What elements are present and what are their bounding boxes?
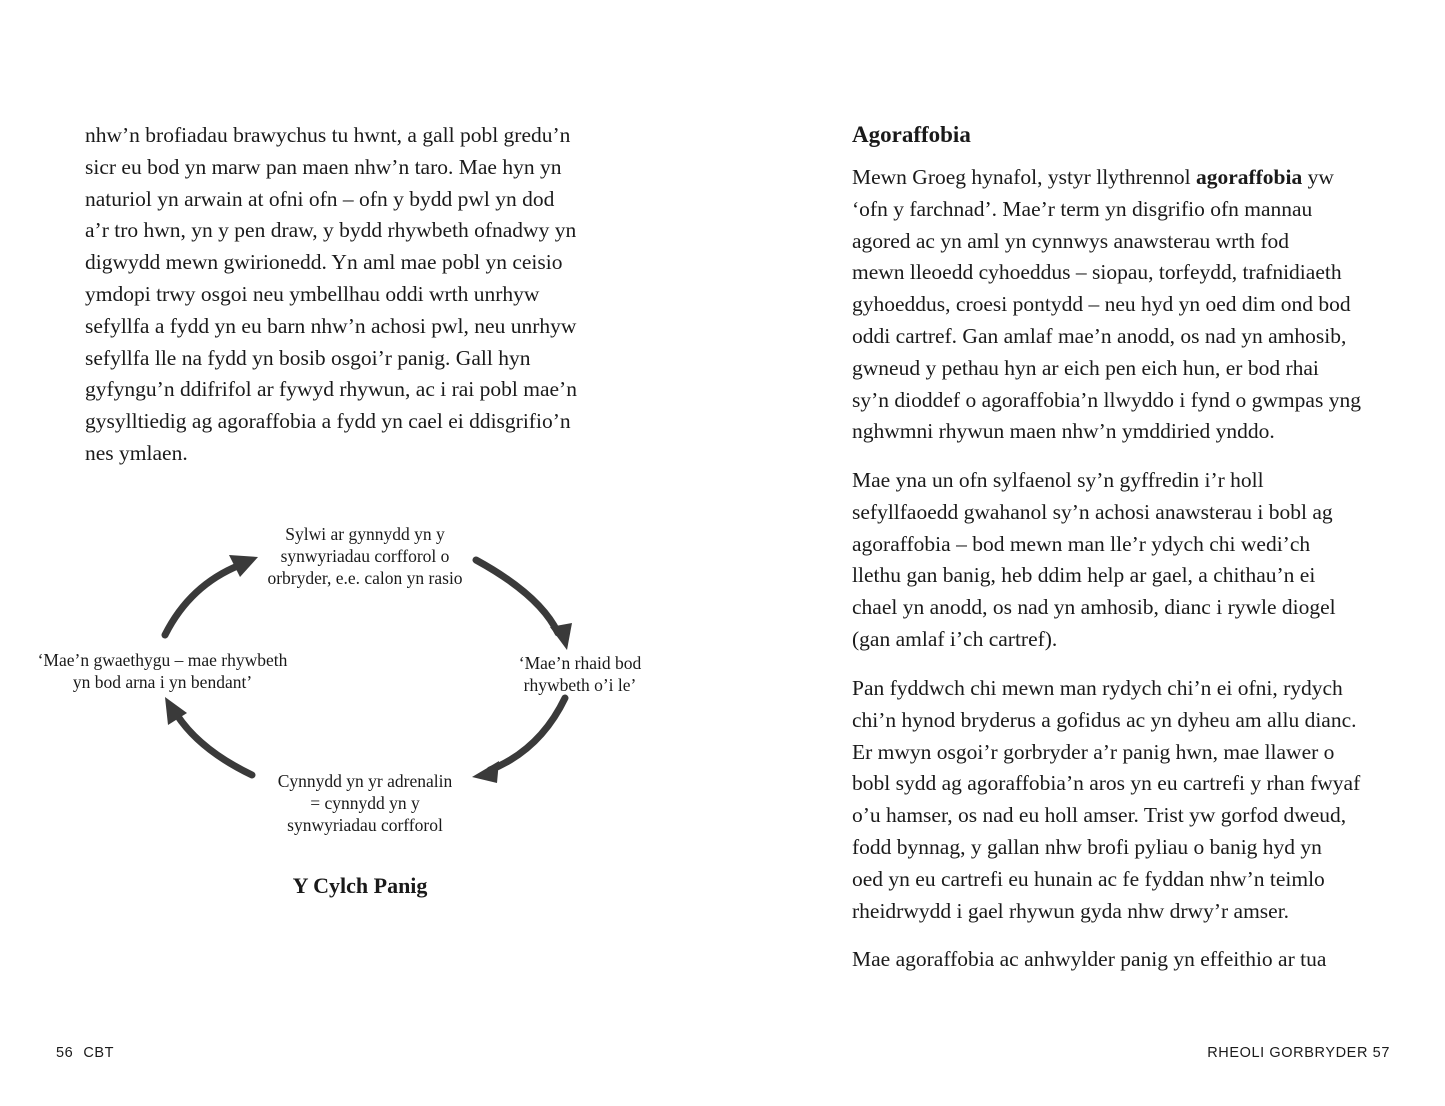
section-heading: Agoraffobia — [852, 122, 971, 147]
text-line: chi’n hynod bryderus a gofidus ac yn dyheu am allu dianc. — [852, 707, 1357, 732]
text-line: naturiol yn arwain at ofni ofn – ofn y bydd pwl yn dod — [85, 186, 555, 211]
cycle-label-line: Cynnydd yn yr adrenalin — [277, 771, 453, 791]
arrow-top-right-head — [550, 623, 572, 650]
cycle-label-right — [485, 652, 675, 696]
arrow-bottom-right — [490, 698, 565, 770]
text-line: mewn lleoedd cyhoeddus – siopau, torfeydd, trafnidiaeth — [852, 260, 1342, 285]
text-line: (gan amlaf i’ch cartref). — [852, 626, 1058, 651]
text-line: agoraffobia – bod mewn man lle’r ydych chi wedi’ch — [852, 531, 1311, 556]
footer-left — [56, 1045, 114, 1061]
text-line: sicr eu bod yn marw pan maen nhw’n taro. Mae hyn yn — [85, 154, 562, 179]
running-head: RHEOLI GORBRYDER — [1207, 1045, 1369, 1061]
cycle-label-line: ‘Mae’n rhaid bod — [518, 653, 642, 673]
text-run: yw — [1302, 165, 1334, 189]
text-line: a’r tro hwn, yn y pen draw, y bydd rhywbeth ofnadwy yn — [85, 218, 577, 243]
text-line: nghwmni rhywun maen nhw’n ymddiried ynddo. — [852, 419, 1275, 444]
cycle-label-bottom — [225, 770, 505, 836]
text-line: bobl sydd ag agoraffobia’n aros yn eu cartrefi y rhan fwyaf — [852, 771, 1361, 796]
cycle-label-line: rhywbeth o’i le’ — [523, 675, 637, 695]
cycle-label-line: orbryder, e.e. calon yn rasio — [267, 568, 463, 588]
text-line: sy’n dioddef o agoraffobia’n llwyddo i fynd o gwmpas yng — [852, 387, 1361, 412]
left-body-text — [85, 120, 605, 470]
page-number: 56 — [56, 1045, 74, 1061]
text-line: Er mwyn osgoi’r gorbryder a’r panig hwn, mae llawer o — [852, 739, 1335, 764]
page-number: 57 — [1372, 1045, 1390, 1061]
text-line: gysylltiedig ag agoraffobia a fydd yn cael ei ddisgrifio’n — [85, 409, 571, 434]
text-line: llethu gan banig, heb ddim help ar gael, a chithau’n ei — [852, 563, 1316, 588]
text-line: sefyllfaoedd gwahanol sy’n achosi anawsterau i bobl ag — [852, 499, 1333, 524]
text-line: gwneud y pethau hyn ar eich pen eich hun, er bod rhai — [852, 355, 1319, 380]
text-line: nes ymlaen. — [85, 440, 188, 465]
paragraph-4 — [852, 944, 1412, 976]
text-line: o’u hamser, os nad eu holl amser. Trist yw gorfod dweud, — [852, 803, 1347, 828]
footer-right — [1207, 1045, 1390, 1061]
diagram-caption: Y Cylch Panig — [292, 873, 428, 898]
bold-term: agoraffobia — [1195, 165, 1303, 189]
text-line: oed yn eu cartrefi eu hunain ac fe fyddan nhw’n teimlo — [852, 866, 1325, 891]
text-line: digwydd mewn gwirionedd. Yn aml mae pobl yn ceisio — [85, 250, 563, 275]
text-line: agored ac yn aml yn cynnwys anawsterau wrth fod — [852, 228, 1290, 253]
left-page — [0, 0, 722, 1106]
text-line: sefyllfa lle na fydd yn bosib osgoi’r panig. Gall hyn — [85, 345, 531, 370]
text-line: sefyllfa a fydd yn eu barn nhw’n achosi pwl, neu unrhyw — [85, 313, 577, 338]
text-line: Mae yna un ofn sylfaenol sy’n gyffredin i’r holl — [852, 468, 1264, 492]
cycle-label-line: synwyriadau corfforol — [287, 815, 443, 835]
text-line: nhw’n brofiadau brawychus tu hwnt, a gall pobl gredu’n — [85, 123, 571, 147]
text-line: oddi cartref. Gan amlaf mae’n anodd, os nad yn amhosib, — [852, 323, 1347, 348]
text-line: Pan fyddwch chi mewn man rydych chi’n ei ofni, rydych — [852, 676, 1343, 700]
text-line — [852, 162, 1412, 194]
text-run: Mewn Groeg hynafol, ystyr llythrennol — [852, 165, 1196, 189]
running-head: CBT — [83, 1045, 115, 1061]
paragraph-2 — [852, 465, 1412, 656]
paragraph-1 — [852, 162, 1412, 448]
paragraph-3 — [852, 673, 1412, 927]
text-line: ymdopi trwy osgoi neu ymbellhau oddi wrth unrhyw — [85, 281, 540, 306]
cycle-label-line: ‘Mae’n gwaethygu – mae rhywbeth — [37, 650, 288, 670]
text-line: rheidrwydd i gael rhywun gyda nhw drwy’r amser. — [852, 898, 1290, 923]
text-line: fodd bynnag, y gallan nhw brofi pyliau o banig hyd yn — [852, 834, 1322, 859]
cycle-label-line: = cynnydd yn y — [310, 793, 420, 813]
right-page — [722, 0, 1445, 1106]
cycle-label-line: Sylwi ar gynnydd yn y — [285, 524, 445, 544]
cycle-label-line: yn bod arna i yn bendant’ — [72, 672, 253, 692]
cycle-label-left — [30, 649, 295, 693]
arrow-bottom-left — [177, 715, 252, 775]
text-line: ‘ofn y farchnad’. Mae’r term yn disgrifio ofn mannau — [852, 196, 1313, 221]
text-line: gyhoeddus, croesi pontydd – neu hyd yn oed dim ond bod — [852, 292, 1351, 317]
panic-cycle-diagram — [30, 515, 670, 845]
text-line: chael yn anodd, os nad yn amhosib, dianc i rywle diogel — [852, 595, 1336, 620]
text-line: Mae agoraffobia ac anhwylder panig yn effeithio ar tua — [852, 947, 1327, 971]
text-line: gyfyngu’n ddifrifol ar fywyd rhywun, ac i rai pobl mae’n — [85, 377, 577, 402]
cycle-label-line: synwyriadau corfforol o — [280, 546, 450, 566]
cycle-label-top — [215, 523, 515, 589]
